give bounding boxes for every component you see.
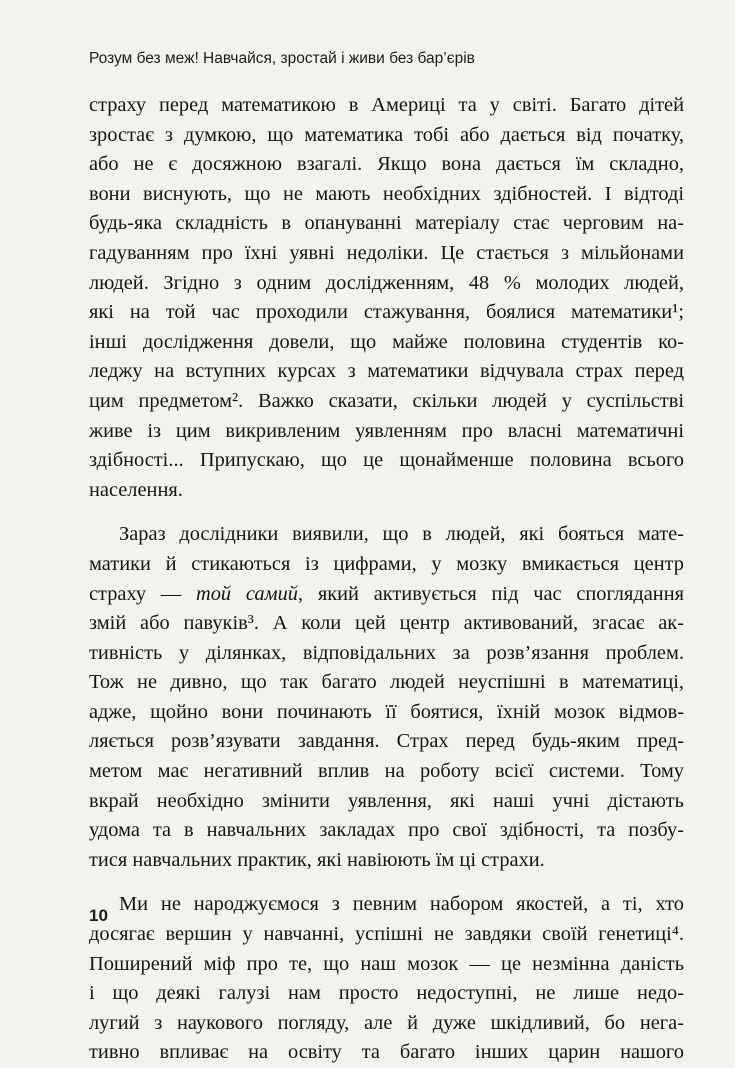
- text-line: метом має негативний вплив на роботу всієї системи. Тому: [89, 760, 684, 783]
- text-line: страху перед математикою в Америці та у світі. Багато дітей: [89, 94, 684, 116]
- text-line: тивність у ділянках, відповідальних за розв’язання проблем.: [89, 641, 684, 664]
- text-line: леджу на вступних курсах з математики відчувала страх перед: [89, 360, 684, 383]
- page-number: 10: [89, 906, 108, 925]
- text-line: інші дослідження довели, що майже половина студентів ко-: [89, 330, 684, 353]
- text-line: вкрай необхідно змінити уявлення, які наші учні дістають: [89, 789, 684, 812]
- text-line: тивно впливає на освіту та багато інших царин нашого: [89, 1041, 684, 1064]
- text-line: змій або павуків³. А коли цей центр активований, згасає ак-: [89, 612, 684, 635]
- text-line: вони виснують, що не мають необхідних здібностей. І відтоді: [89, 182, 684, 205]
- paragraph-3: [89, 890, 684, 1068]
- paragraph-1: [89, 91, 684, 505]
- paragraph-2: [89, 520, 684, 875]
- text-line: зростає з думкою, що математика тобі або дається від початку,: [89, 123, 684, 146]
- text-line: досягає вершин у навчанні, успішні не завдяки своїй генетиці⁴.: [89, 923, 684, 946]
- text-line: тися навчальних практик, які навіюють їм ці страхи.: [89, 848, 545, 871]
- text-line: адже, щойно вони починають її боятися, їхній мозок відмов-: [89, 700, 684, 723]
- text-line-with-emphasis: [89, 580, 684, 610]
- text-line: живе із цим викривленим уявленням про власні математичні: [89, 419, 684, 442]
- text-line: населення.: [89, 478, 183, 501]
- running-header: Розум без меж! Навчайся, зростай і живи без бар’єрів: [89, 50, 475, 67]
- text-line: Зараз дослідники виявили, що в людей, які бояться мате-: [119, 523, 684, 546]
- text-line: і що деякі галузі нам просто недоступні, не лише недо-: [89, 982, 684, 1005]
- text-line: удома та в навчальних закладах про свої здібності, та позбу-: [89, 819, 684, 842]
- text-run: страху —: [89, 582, 196, 605]
- text-line: або не є досяжною взагалі. Якщо вона дається їм складно,: [89, 153, 684, 176]
- text-line: гадуванням про їхні уявні недоліки. Це стається з мільйонами: [89, 241, 684, 264]
- text-line: які на той час проходили стажування, боялися математики¹;: [89, 301, 684, 324]
- text-line: Ми не народжуємося з певним набором якостей, а ті, хто: [119, 893, 684, 916]
- paragraph-gap: [89, 875, 684, 890]
- text-line: людей. Згідно з одним дослідженням, 48 % молодих людей,: [89, 271, 684, 294]
- text-line: Тож не дивно, що так багато людей неуспішні в математиці,: [89, 671, 684, 694]
- text-line: матики й стикаються із цифрами, у мозку вмикається центр: [89, 552, 684, 575]
- text-line: лугий з наукового погляду, але й дуже шкідливий, бо нега-: [89, 1011, 684, 1034]
- paragraph-gap: [89, 505, 684, 520]
- text-line: будь-яка складність в опануванні матеріалу стає черговим на-: [89, 212, 684, 235]
- text-line: ляється розв’язувати завдання. Страх перед будь-яким пред-: [89, 730, 684, 753]
- emphasis-text: той самий: [195, 582, 298, 605]
- text-run: , який активується під час споглядання: [297, 582, 684, 605]
- text-line: Поширений міф про те, що наш мозок — це незмінна даність: [89, 952, 684, 975]
- body-text: [89, 91, 684, 1068]
- text-line: цим предметом². Важко сказати, скільки людей у суспільстві: [89, 389, 684, 412]
- text-line: здібності... Припускаю, що це щонайменше половина всього: [89, 449, 684, 472]
